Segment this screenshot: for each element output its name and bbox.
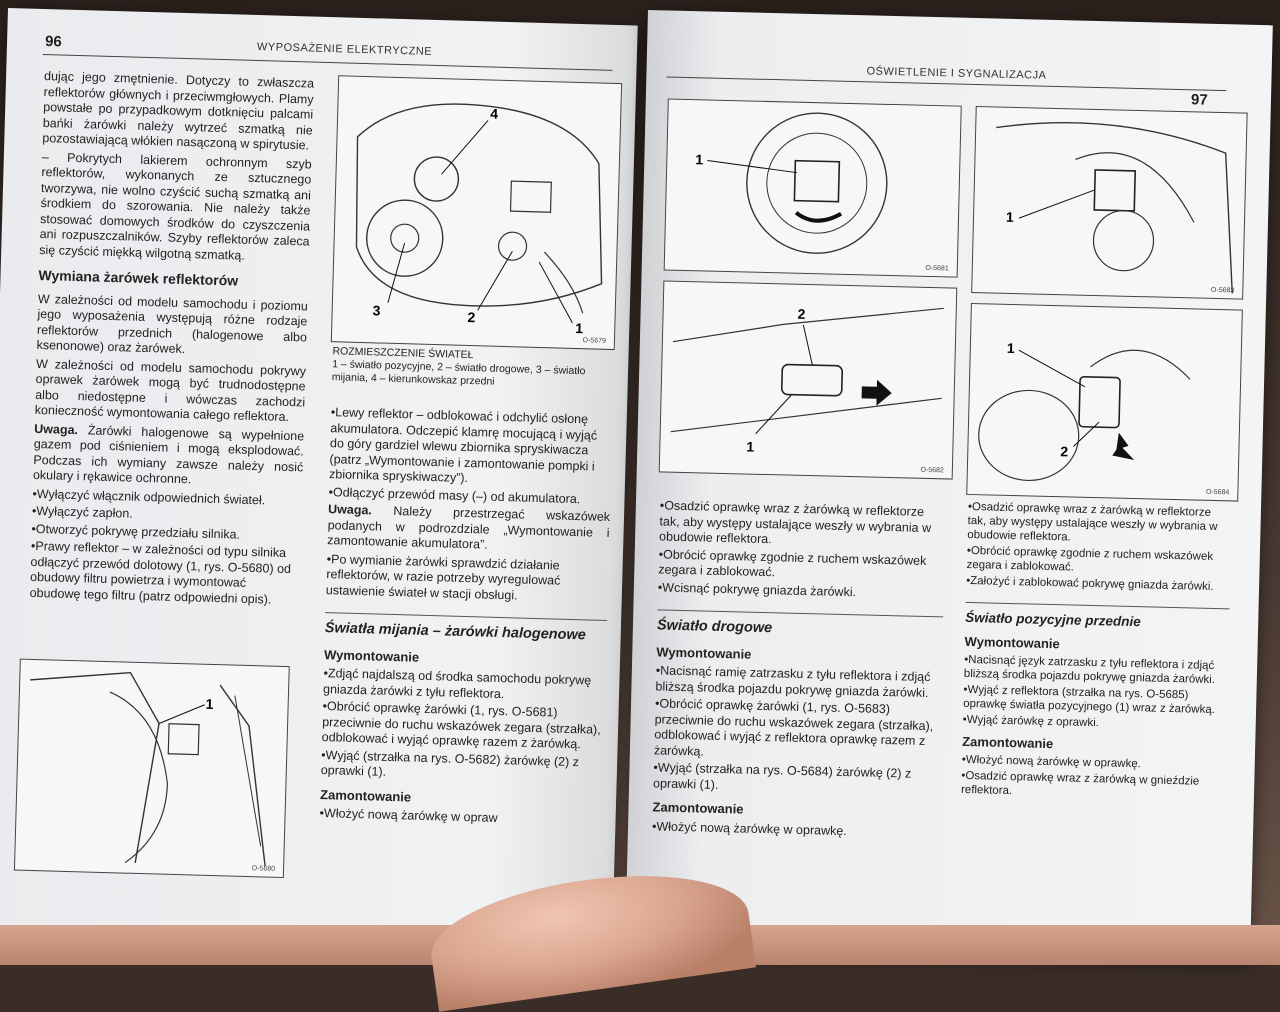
note <box>33 421 305 491</box>
bullet-item: • Odłączyć przewód masy (–) od akumulatora. <box>328 485 610 508</box>
figure-code: O-5679 <box>582 337 607 345</box>
figure-label: 1 <box>1006 339 1015 357</box>
high-beam-socket-drawing <box>972 107 1246 299</box>
figure-code: O-5683 <box>1210 286 1235 295</box>
caption-text: 1 – światło pozycyjne, 2 – światło drogowe, 3 – światło mijania, 4 – kierunkowskaz przedni <box>331 358 586 388</box>
low-beam-socket-figure <box>664 99 962 278</box>
headlight-layout-figure <box>331 75 622 350</box>
figure-code: O-5682 <box>920 466 944 475</box>
bullet-item: • Otworzyć pokrywę przedziału silnika. <box>31 521 301 544</box>
bullet-item: • Wyjąć (strzałka na rys. O-5684) żarówkę (2) z oprawki (1). <box>653 760 940 798</box>
right-page <box>625 10 1273 960</box>
paragraph: W zależności od modelu samochodu pokrywy oprawek żarówek mogą być trudnodostępne albo niedostępne i wówczas zachodzi konieczność wymontowania całego reflektora. <box>34 356 307 425</box>
high-beam-bulb-figure <box>966 303 1243 502</box>
right-column-2 <box>961 500 1232 805</box>
bullet-item: • Wyłączyć zapłon. <box>32 504 302 527</box>
figure-label: 1 <box>746 438 755 455</box>
running-head-right: OŚWIETLENIE I SYGNALIZACJA <box>866 65 1047 82</box>
figure-label: 4 <box>490 105 499 122</box>
note-label: Uwaga. <box>327 502 373 518</box>
figure-label: 1 <box>575 319 584 337</box>
bullet-item: • Wcisnąć pokrywę gniazda żarówki. <box>658 580 944 602</box>
high-beam-bulb-drawing <box>967 304 1242 501</box>
subsection-title: Wymontowanie <box>323 646 420 665</box>
subsection-title: Zamontowanie <box>652 799 744 817</box>
low-beam-socket-drawing <box>665 100 961 277</box>
bullet-item: • Wyjąć (strzałka na rys. O-5682) żarówkę (2) z oprawki (1). <box>321 748 604 787</box>
figure-label: 1 <box>205 695 214 713</box>
air-filter-figure <box>14 659 290 878</box>
bullet-item: • Założyć i zablokować pokrywę gniazda żarówki. <box>966 574 1230 594</box>
headlight-drawing <box>332 76 621 349</box>
paragraph: dując jego zmętnienie. Dotyczy to zwłaszcza reflektorów głównych i przeciwmgłowych. Plamy powstałe po przypadkowym dotknięciu palcami bańki żarówki należy wytrzeć szmatką nie pozostawiającą włókien nasączoną w spirytusie. <box>42 69 315 153</box>
low-beam-bulb-figure <box>659 280 958 479</box>
low-beam-bulb-drawing <box>660 281 957 478</box>
high-beam-socket-figure <box>971 106 1247 300</box>
bullet-item: • Nacisnąć język zatrzasku z tyłu reflektora i zdjąć bliższą środka pojazdu pokrywę gniazda żarówki. <box>964 653 1229 687</box>
left-column-2 <box>319 405 613 831</box>
page-number-left: 96 <box>44 33 62 51</box>
paragraph: W zależności od modelu samochodu i poziomu jego wyposażenia występują różne rodzaje reflektorów przednich (halogenowe albo ksenonowe) oraz żarówek. <box>36 291 308 357</box>
bullet-item: • Po wymianie żarówki sprawdzić działanie reflektorów, w razie potrzeby wyregulować ustawienie świateł w stacji obsługi. <box>326 552 609 606</box>
subsection-title: Zamontowanie <box>962 733 1054 752</box>
left-page <box>0 8 638 945</box>
air-filter-drawing <box>15 660 289 877</box>
running-head-left: WYPOSAŻENIE ELEKTRYCZNE <box>256 40 433 58</box>
page-number-right: 97 <box>1190 91 1208 109</box>
bullet-item: • Wyłączyć włącznik odpowiednich świateł. <box>32 486 302 509</box>
figure-label: 1 <box>695 151 704 168</box>
note <box>327 502 610 556</box>
subsection-title: Zamontowanie <box>319 786 412 805</box>
bullet-item: • Zdjąć najdalszą od środka samochodu pokrywę gniazda żarówki z tyłu reflektora. <box>323 666 606 705</box>
figure-label: 2 <box>467 308 476 326</box>
bullet-item: • Obrócić oprawkę zgodnie z ruchem wskazówek zegara i zablokować. <box>658 547 945 585</box>
section-title: Światło pozycyjne przednie <box>965 602 1229 631</box>
figure-code: O-5680 <box>251 865 276 873</box>
figure-label: 3 <box>372 302 381 319</box>
left-column-1 <box>29 69 314 610</box>
figure-caption <box>332 345 615 392</box>
subsection-title: Wymontowanie <box>656 643 752 662</box>
bullet-item: • Włożyć nową żarówkę w oprawkę. <box>962 753 1226 773</box>
bullet-item: • Nacisnąć ramię zatrzasku z tyłu reflektora i zdjąć bliższą środka pojazdu pokrywę gniazda żarówki. <box>655 663 942 701</box>
figure-label: 1 <box>1005 208 1015 225</box>
figure-code: O-5684 <box>1205 488 1230 497</box>
header-rule <box>43 54 613 71</box>
bullet-item: • Wyjąć z reflektora (strzałka na rys. O-5685) oprawkę światła pozycyjnego (1) wraz z żarówką. <box>963 683 1228 717</box>
right-column-1 <box>652 498 946 843</box>
bullet-item: • Włożyć nową żarówkę w oprawkę. <box>652 819 938 841</box>
caption-title: ROZMIESZCZENIE ŚWIATEŁ <box>332 345 474 362</box>
note-text: Należy przestrzegać wskazówek podanych w podrozdziale „Wymontowanie i zamontowanie akumulatora”. <box>327 503 611 552</box>
bullet-item: • Osadzić oprawkę wraz z żarówką w gnieździe reflektora. <box>961 769 1226 803</box>
bullet-item: • Obrócić oprawkę żarówki (1, rys. O-5681) przeciwnie do ruchu wskazówek zegara (strzałka), odblokować i wyjąć oprawkę razem z żarówką. <box>322 699 605 753</box>
section-title: Światło drogowe <box>657 609 944 640</box>
bullet-item: • Obrócić oprawkę żarówki (1, rys. O-5683) przeciwnie do ruchu wskazówek zegara (strzałka), odblokować i wyjąć z reflektora oprawkę razem z żarówką. <box>654 696 941 765</box>
section-title: Wymiana żarówek reflektorów <box>38 266 239 289</box>
bullet-item: • Prawy reflektor – w zależności od typu silnika odłączyć przewód dolotowy (1, rys. O-5680) od obudowy filtru powietrza i wymontować obudowę tego filtru (patrz odpowiedni opis). <box>29 539 301 609</box>
bullet-item: • Osadzić oprawkę wraz z żarówką w reflektorze tak, aby występy ustalające weszły w wybrania w obudowie reflektora. <box>659 498 946 551</box>
bullet-item: • Obrócić oprawkę zgodnie z ruchem wskazówek zegara i zablokować. <box>966 544 1231 578</box>
paragraph: – Pokrytych lakierem ochronnym szyb reflektorów, wykonanych ze sztucznego tworzywa, nie wolno czyścić suchą szmatką ani środkiem do szorowania. Nie należy także stosować domowych środków do czyszczenia ani rozpuszczalników. Szyby reflektorów zaleca się czyścić miękką wilgotną szmatką. <box>39 149 312 263</box>
bullet-item: • Włożyć nową żarówkę w opraw <box>319 806 601 829</box>
bullet-item: • Wyjąć żarówkę z oprawki. <box>963 713 1227 733</box>
figure-code: O-5681 <box>925 264 949 273</box>
section-title: Światła mijania – żarówki halogenowe <box>325 612 608 644</box>
note-label: Uwaga. <box>34 421 79 437</box>
figure-label: 2 <box>1060 443 1069 460</box>
figure-label: 2 <box>797 305 806 322</box>
bullet-item: • Osadzić oprawkę wraz z żarówką w reflektorze tak, aby występy ustalające weszły w wybrania w obudowie reflektora. <box>967 500 1232 548</box>
note-text: Żarówki halogenowe są wypełnione gazem pod ciśnieniem i mogą eksplodować. Podczas ich wymiany zawsze należy nosić okulary i rękawice ochronne. <box>32 422 305 487</box>
bullet-item: • Lewy reflektor – odblokować i odchylić osłonę akumulatora. Odczepić klamrę mocującą i wyjąć do góry gardziel wlewu zbiornika spryskiwacza (patrz „Wymontowanie i zamontowanie pompki i zbiornika spryskiwaczy”). <box>329 405 613 490</box>
subsection-title: Wymontowanie <box>964 633 1060 652</box>
